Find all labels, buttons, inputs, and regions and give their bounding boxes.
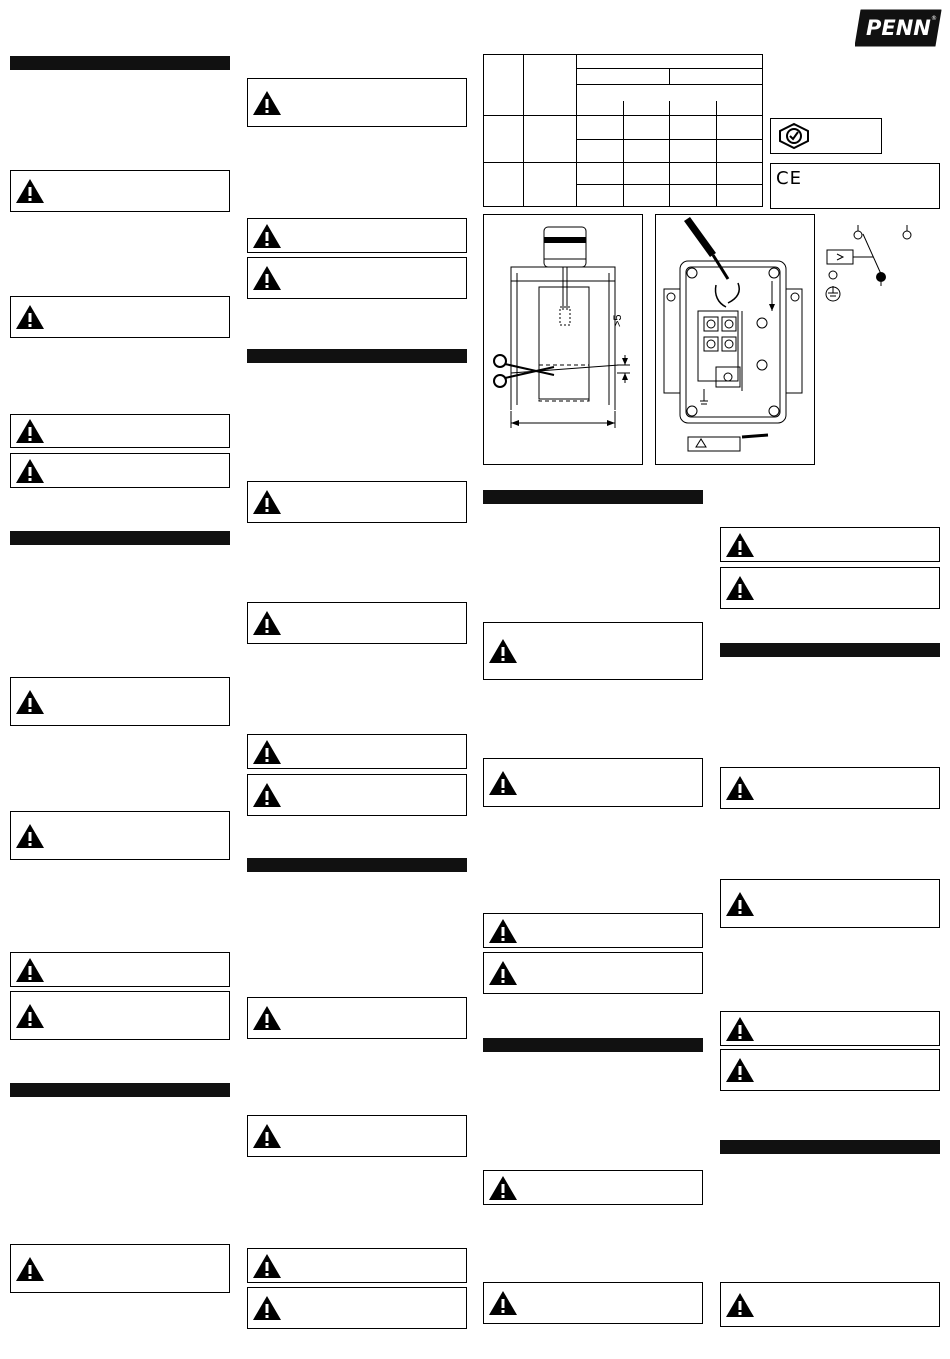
warning-triangle-icon [15, 178, 45, 204]
warning-box [720, 879, 940, 928]
section-header-bar [247, 858, 467, 872]
warning-triangle-icon [488, 1290, 518, 1316]
penn-logo [855, 8, 943, 48]
warning-box [10, 453, 230, 488]
warning-triangle-icon [15, 957, 45, 983]
wiring-figure [655, 214, 815, 465]
warning-triangle-icon [725, 1292, 755, 1318]
warning-box [483, 758, 703, 807]
clearance-label: >5 [612, 314, 624, 327]
warning-triangle-icon [725, 891, 755, 917]
warning-triangle-icon [15, 689, 45, 715]
warning-triangle-icon [15, 1003, 45, 1029]
warning-box [10, 170, 230, 212]
warning-box [720, 527, 940, 562]
warning-box [247, 1287, 467, 1329]
warning-triangle-icon [15, 823, 45, 849]
warning-triangle-icon [488, 638, 518, 664]
mounting-figure [483, 214, 643, 465]
warning-box [247, 257, 467, 299]
warning-triangle-icon [252, 1005, 282, 1031]
warning-triangle-icon [252, 739, 282, 765]
ce-box [770, 163, 940, 209]
section-header-bar [247, 349, 467, 363]
warning-triangle-icon [488, 770, 518, 796]
warning-box [247, 218, 467, 253]
warning-triangle-icon [252, 782, 282, 808]
warning-box [720, 567, 940, 609]
warning-triangle-icon [252, 90, 282, 116]
warning-triangle-icon [15, 458, 45, 484]
svg-text:®: ® [931, 15, 937, 22]
section-header-bar [10, 1083, 230, 1097]
warning-box [483, 1170, 703, 1205]
warning-box [247, 1248, 467, 1283]
warning-box [720, 1049, 940, 1091]
warning-triangle-icon [725, 1057, 755, 1083]
warning-triangle-icon [725, 575, 755, 601]
warning-triangle-icon [252, 223, 282, 249]
warning-box [10, 991, 230, 1040]
warning-box [720, 767, 940, 809]
warning-triangle-icon [725, 775, 755, 801]
warning-box [10, 1244, 230, 1293]
warning-triangle-icon [488, 1175, 518, 1201]
warning-box [483, 913, 703, 948]
warning-triangle-icon [252, 265, 282, 291]
warning-box [720, 1011, 940, 1046]
warning-box [247, 602, 467, 644]
section-header-bar [720, 1140, 940, 1154]
section-header-bar [483, 1038, 703, 1052]
warning-box [10, 414, 230, 448]
section-header-bar [10, 56, 230, 70]
warning-box [247, 774, 467, 816]
warning-triangle-icon [15, 418, 45, 444]
warning-box [247, 997, 467, 1039]
warning-box [247, 734, 467, 769]
warning-box [247, 481, 467, 523]
warning-box [483, 622, 703, 680]
spec-table [483, 54, 763, 207]
warning-box [10, 296, 230, 338]
switch-schematic [823, 222, 933, 308]
warning-box [10, 811, 230, 860]
warning-triangle-icon [252, 610, 282, 636]
ce-mark: CE [776, 168, 802, 189]
warning-box [483, 952, 703, 994]
warning-triangle-icon [252, 1123, 282, 1149]
section-header-bar [483, 490, 703, 504]
warning-box [720, 1282, 940, 1327]
warning-box [483, 1282, 703, 1324]
warning-triangle-icon [252, 489, 282, 515]
warning-box [247, 1115, 467, 1157]
svg-text:PENN: PENN [866, 16, 931, 40]
warning-triangle-icon [488, 918, 518, 944]
rcm-compliance-mark-icon [777, 122, 811, 150]
rcm-box [770, 118, 882, 154]
warning-box [247, 78, 467, 127]
section-header-bar [720, 643, 940, 657]
scissors-icon [494, 355, 554, 387]
warning-triangle-icon [15, 304, 45, 330]
warning-triangle-icon [252, 1295, 282, 1321]
warning-triangle-icon [252, 1253, 282, 1279]
warning-box [10, 952, 230, 987]
warning-box [10, 677, 230, 726]
section-header-bar [10, 531, 230, 545]
warning-triangle-icon [15, 1256, 45, 1282]
warning-triangle-icon [725, 532, 755, 558]
ground-symbol-icon [826, 286, 840, 301]
warning-triangle-icon [488, 960, 518, 986]
warning-triangle-icon [725, 1016, 755, 1042]
